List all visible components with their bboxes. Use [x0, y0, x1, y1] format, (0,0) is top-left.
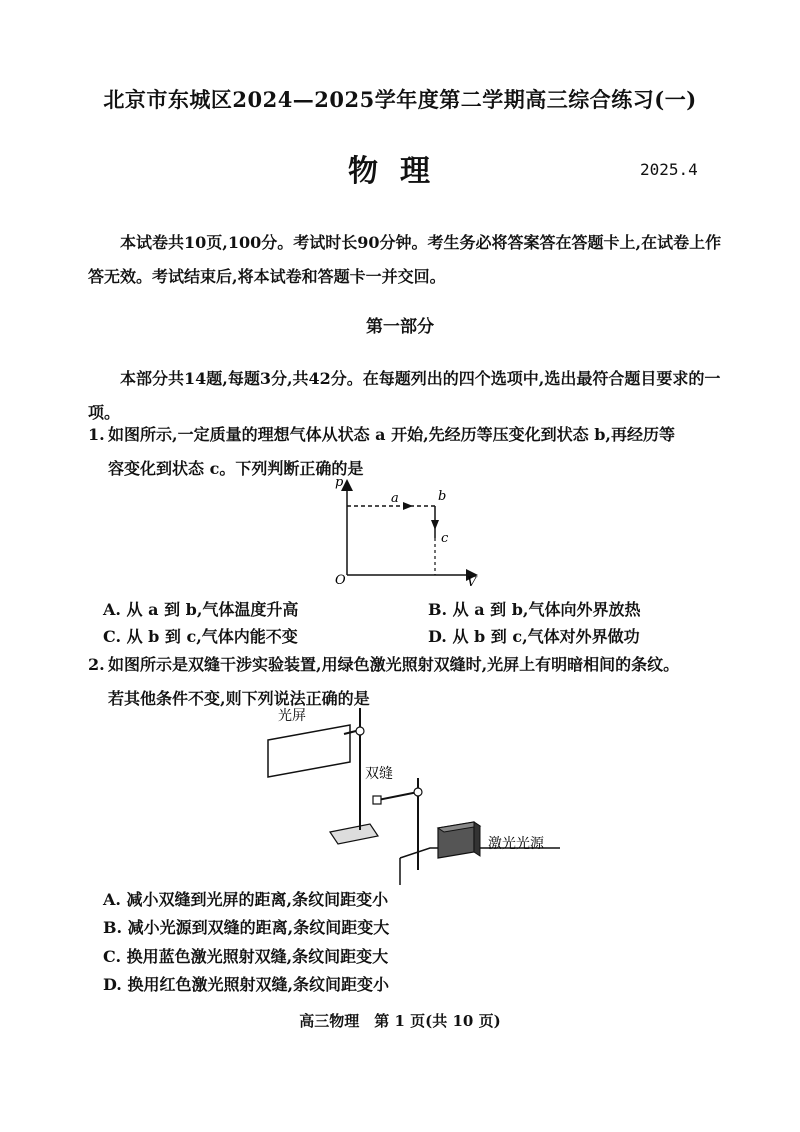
subject-title: 物理	[348, 154, 452, 189]
exam-title: 北京市东城区2024—2025学年度第二学期高三综合练习(一)	[103, 87, 697, 112]
double-slit-apparatus	[260, 700, 560, 885]
axis-label-v: V	[467, 575, 477, 590]
question-1-line-1: 如图所示,一定质量的理想气体从状态 a 开始,先经历等压变化到状态 b,再经历等	[108, 425, 675, 444]
q1-option-b[interactable]: B. 从 a 到 b,气体向外界放热	[428, 600, 641, 619]
laser-label: 激光光源	[488, 836, 544, 852]
q1-option-c[interactable]: C. 从 b 到 c,气体内能不变	[103, 627, 298, 646]
q2-option-b[interactable]: B. 减小光源到双缝的距离,条纹间距变大	[103, 918, 390, 937]
laser-source	[438, 822, 480, 858]
q2-option-a[interactable]: A. 减小双缝到光屏的距离,条纹间距变小	[103, 890, 389, 909]
question-2-line-2: 若其他条件不变,则下列说法正确的是	[108, 689, 370, 708]
question-1-line-2: 容变化到状态 c。下列判断正确的是	[108, 459, 364, 478]
light-screen	[268, 725, 350, 777]
axis-label-p: p	[335, 475, 344, 490]
stand-base-1	[330, 824, 378, 844]
part-title: 第一部分	[366, 317, 434, 337]
pv-diagram	[325, 470, 490, 595]
question-number: 2.	[88, 655, 105, 674]
slits-label: 双缝	[365, 766, 393, 782]
screen-label: 光屏	[278, 708, 306, 724]
q1-option-d[interactable]: D. 从 b 到 c,气体对外界做功	[428, 627, 640, 646]
state-b-label: b	[438, 489, 447, 504]
question-number: 1.	[88, 425, 105, 444]
page-footer: 高三物理 第 1 页(共 10 页)	[299, 1012, 501, 1030]
exam-date: 2025.4	[640, 160, 698, 179]
state-a-label: a	[391, 491, 399, 506]
q2-option-d[interactable]: D. 换用红色激光照射双缝,条纹间距变小	[103, 975, 390, 994]
q1-option-a[interactable]: A. 从 a 到 b,气体温度升高	[103, 600, 299, 619]
question-2-line-1: 如图所示是双缝干涉实验装置,用绿色激光照射双缝时,光屏上有明暗相间的条纹。	[108, 655, 680, 674]
part-rules: 本部分共14题,每题3分,共42分。在每题列出的四个选项中,选出最符合题目要求的一项。	[88, 369, 721, 422]
q2-option-c[interactable]: C. 换用蓝色激光照射双缝,条纹间距变大	[103, 947, 389, 966]
exam-instructions: 本试卷共10页,100分。考试时长90分钟。考生务必将答案答在答题卡上,在试卷上作答无效。考试结束后,将本试卷和答题卡一并交回。	[88, 233, 722, 286]
state-c-label: c	[441, 531, 449, 546]
origin-label: O	[335, 573, 346, 588]
